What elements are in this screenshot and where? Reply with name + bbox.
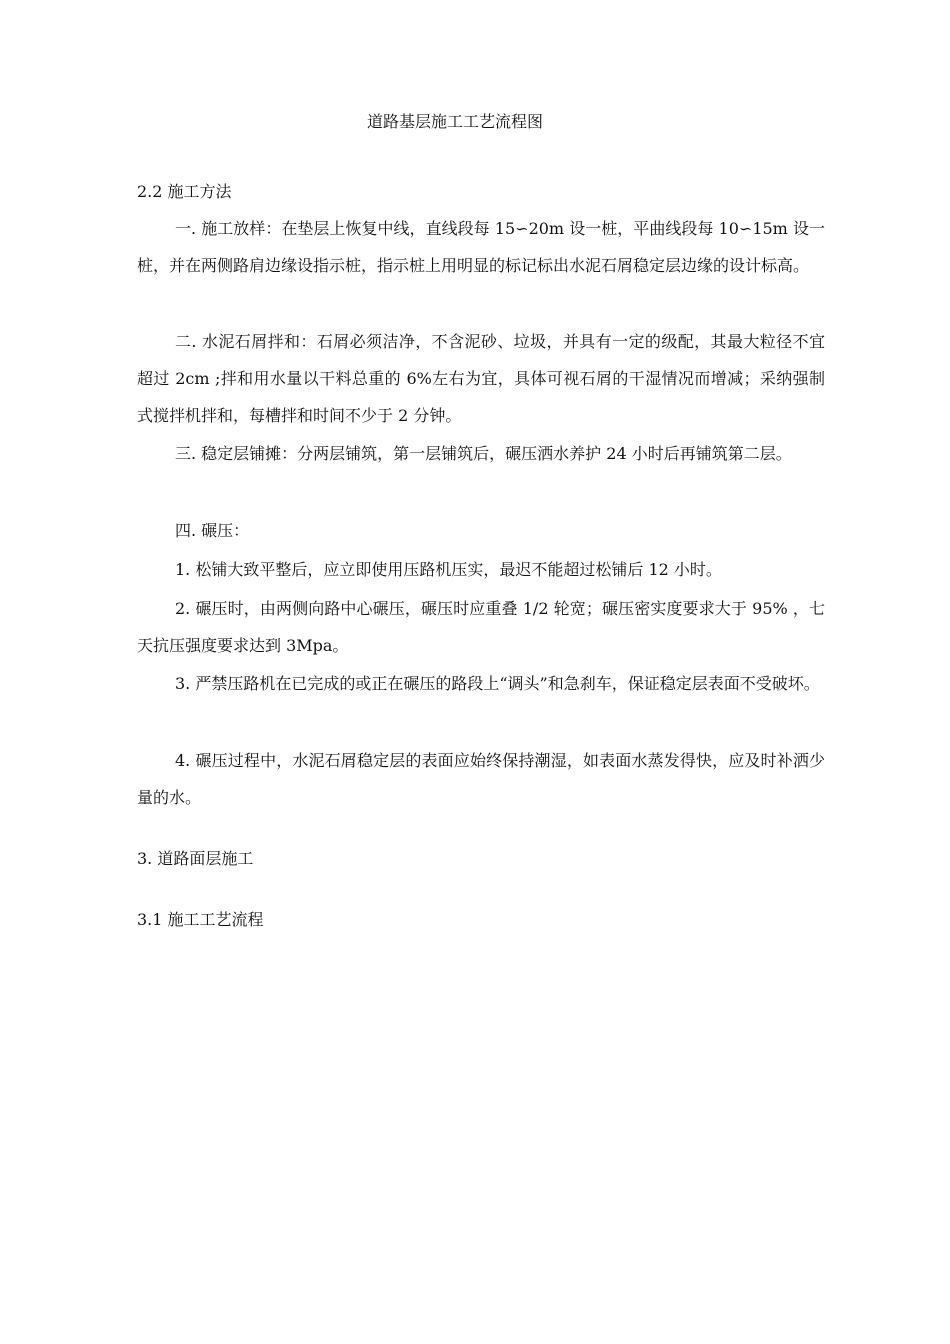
paragraph-compaction-step-4: 4. 碾压过程中，水泥石屑稳定层的表面应始终保持潮湿，如表面水蒸发得快，应及时补洒少量的水。 [137,751,825,807]
paragraph-item-2-mixing: 二. 水泥石屑拌和：石屑必须洁净，不含泥砂、垃圾，并具有一定的级配，其最大粒径不宜超过 2cm ;拌和用水量以干料总重的 6%左右为宜，具体可视石屑的干湿情况而增减；采纳强制式搅拌机拌和，每槽拌和时间不少于 2 分钟。 [137,332,825,425]
section-heading-3: 3. 道路面层施工 [137,849,254,868]
section-heading-3-1: 3.1 施工工艺流程 [137,910,264,929]
paragraph-compaction-step-2: 2. 碾压时，由两侧向路中心碾压，碾压时应重叠 1/2 轮宽；碾压密实度要求大于 95% ，七天抗压强度要求达到 3Mpa。 [137,599,825,655]
paragraph-item-4-compaction-heading: 四. 碾压： [175,521,250,540]
paragraph-item-3-spreading: 三. 稳定层铺摊：分两层铺筑，第一层铺筑后，碾压洒水养护 24 小时后再铺筑第二层。 [175,444,792,463]
paragraph-compaction-step-1: 1. 松铺大致平整后，应立即使用压路机压实，最迟不能超过松铺后 12 小时。 [175,560,722,579]
figure-caption: 道路基层施工工艺流程图 [366,112,543,131]
paragraph-compaction-step-3: 3. 严禁压路机在已完成的或正在碾压的路段上“调头”和急刹车，保证稳定层表面不受破坏。 [175,674,820,693]
section-heading-2-2: 2.2 施工方法 [137,182,232,201]
paragraph-item-1-staking: 一. 施工放样：在垫层上恢复中线，直线段每 15∽20m 设一桩，平曲线段每 10∽15m 设一桩，并在两侧路肩边缘设指示桩，指示桩上用明显的标记标出水泥石屑稳定层边缘的设计标高。 [137,219,825,275]
